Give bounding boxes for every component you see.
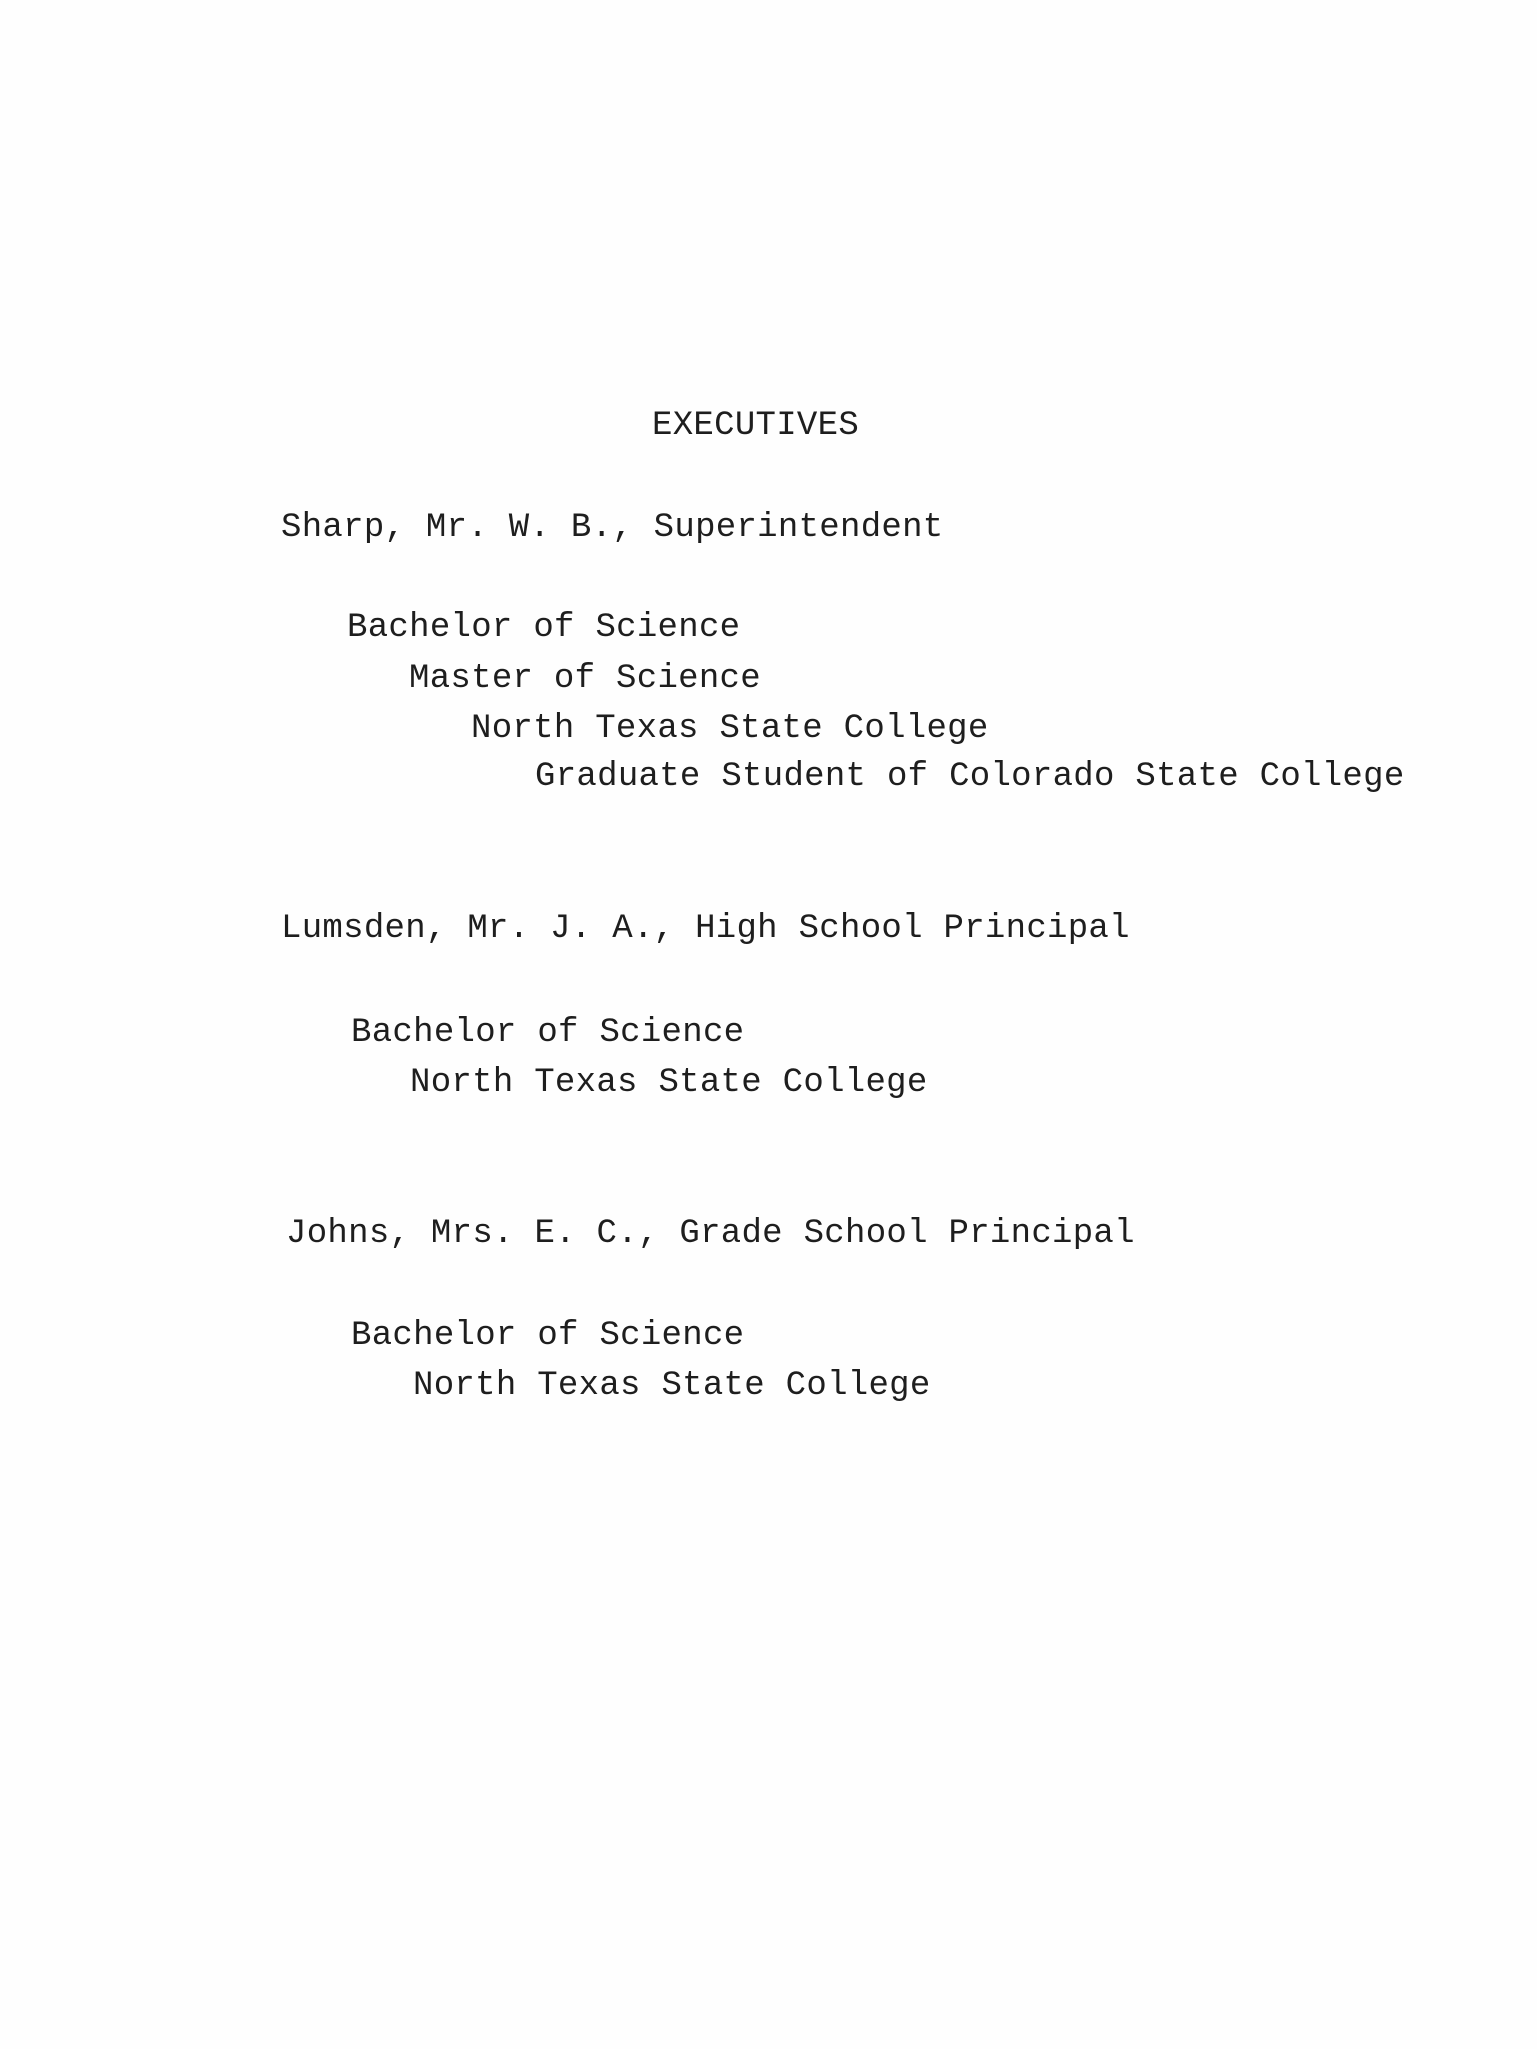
credential-line: Bachelor of Science <box>351 1014 745 1052</box>
credential-line: North Texas State College <box>410 1064 928 1102</box>
credential-line: Master of Science <box>409 660 761 698</box>
page-title: EXECUTIVES <box>652 407 860 445</box>
credential-line: Bachelor of Science <box>351 1317 745 1355</box>
credential-line: North Texas State College <box>471 710 989 748</box>
credential-line: North Texas State College <box>413 1367 931 1405</box>
credential-line: Bachelor of Science <box>347 609 741 647</box>
executive-heading: Sharp, Mr. W. B., Superintendent <box>281 509 944 547</box>
credential-line: Graduate Student of Colorado State College <box>535 758 1405 796</box>
executive-heading: Lumsden, Mr. J. A., High School Principal <box>281 910 1130 948</box>
executive-heading: Johns, Mrs. E. C., Grade School Principal <box>286 1215 1135 1253</box>
